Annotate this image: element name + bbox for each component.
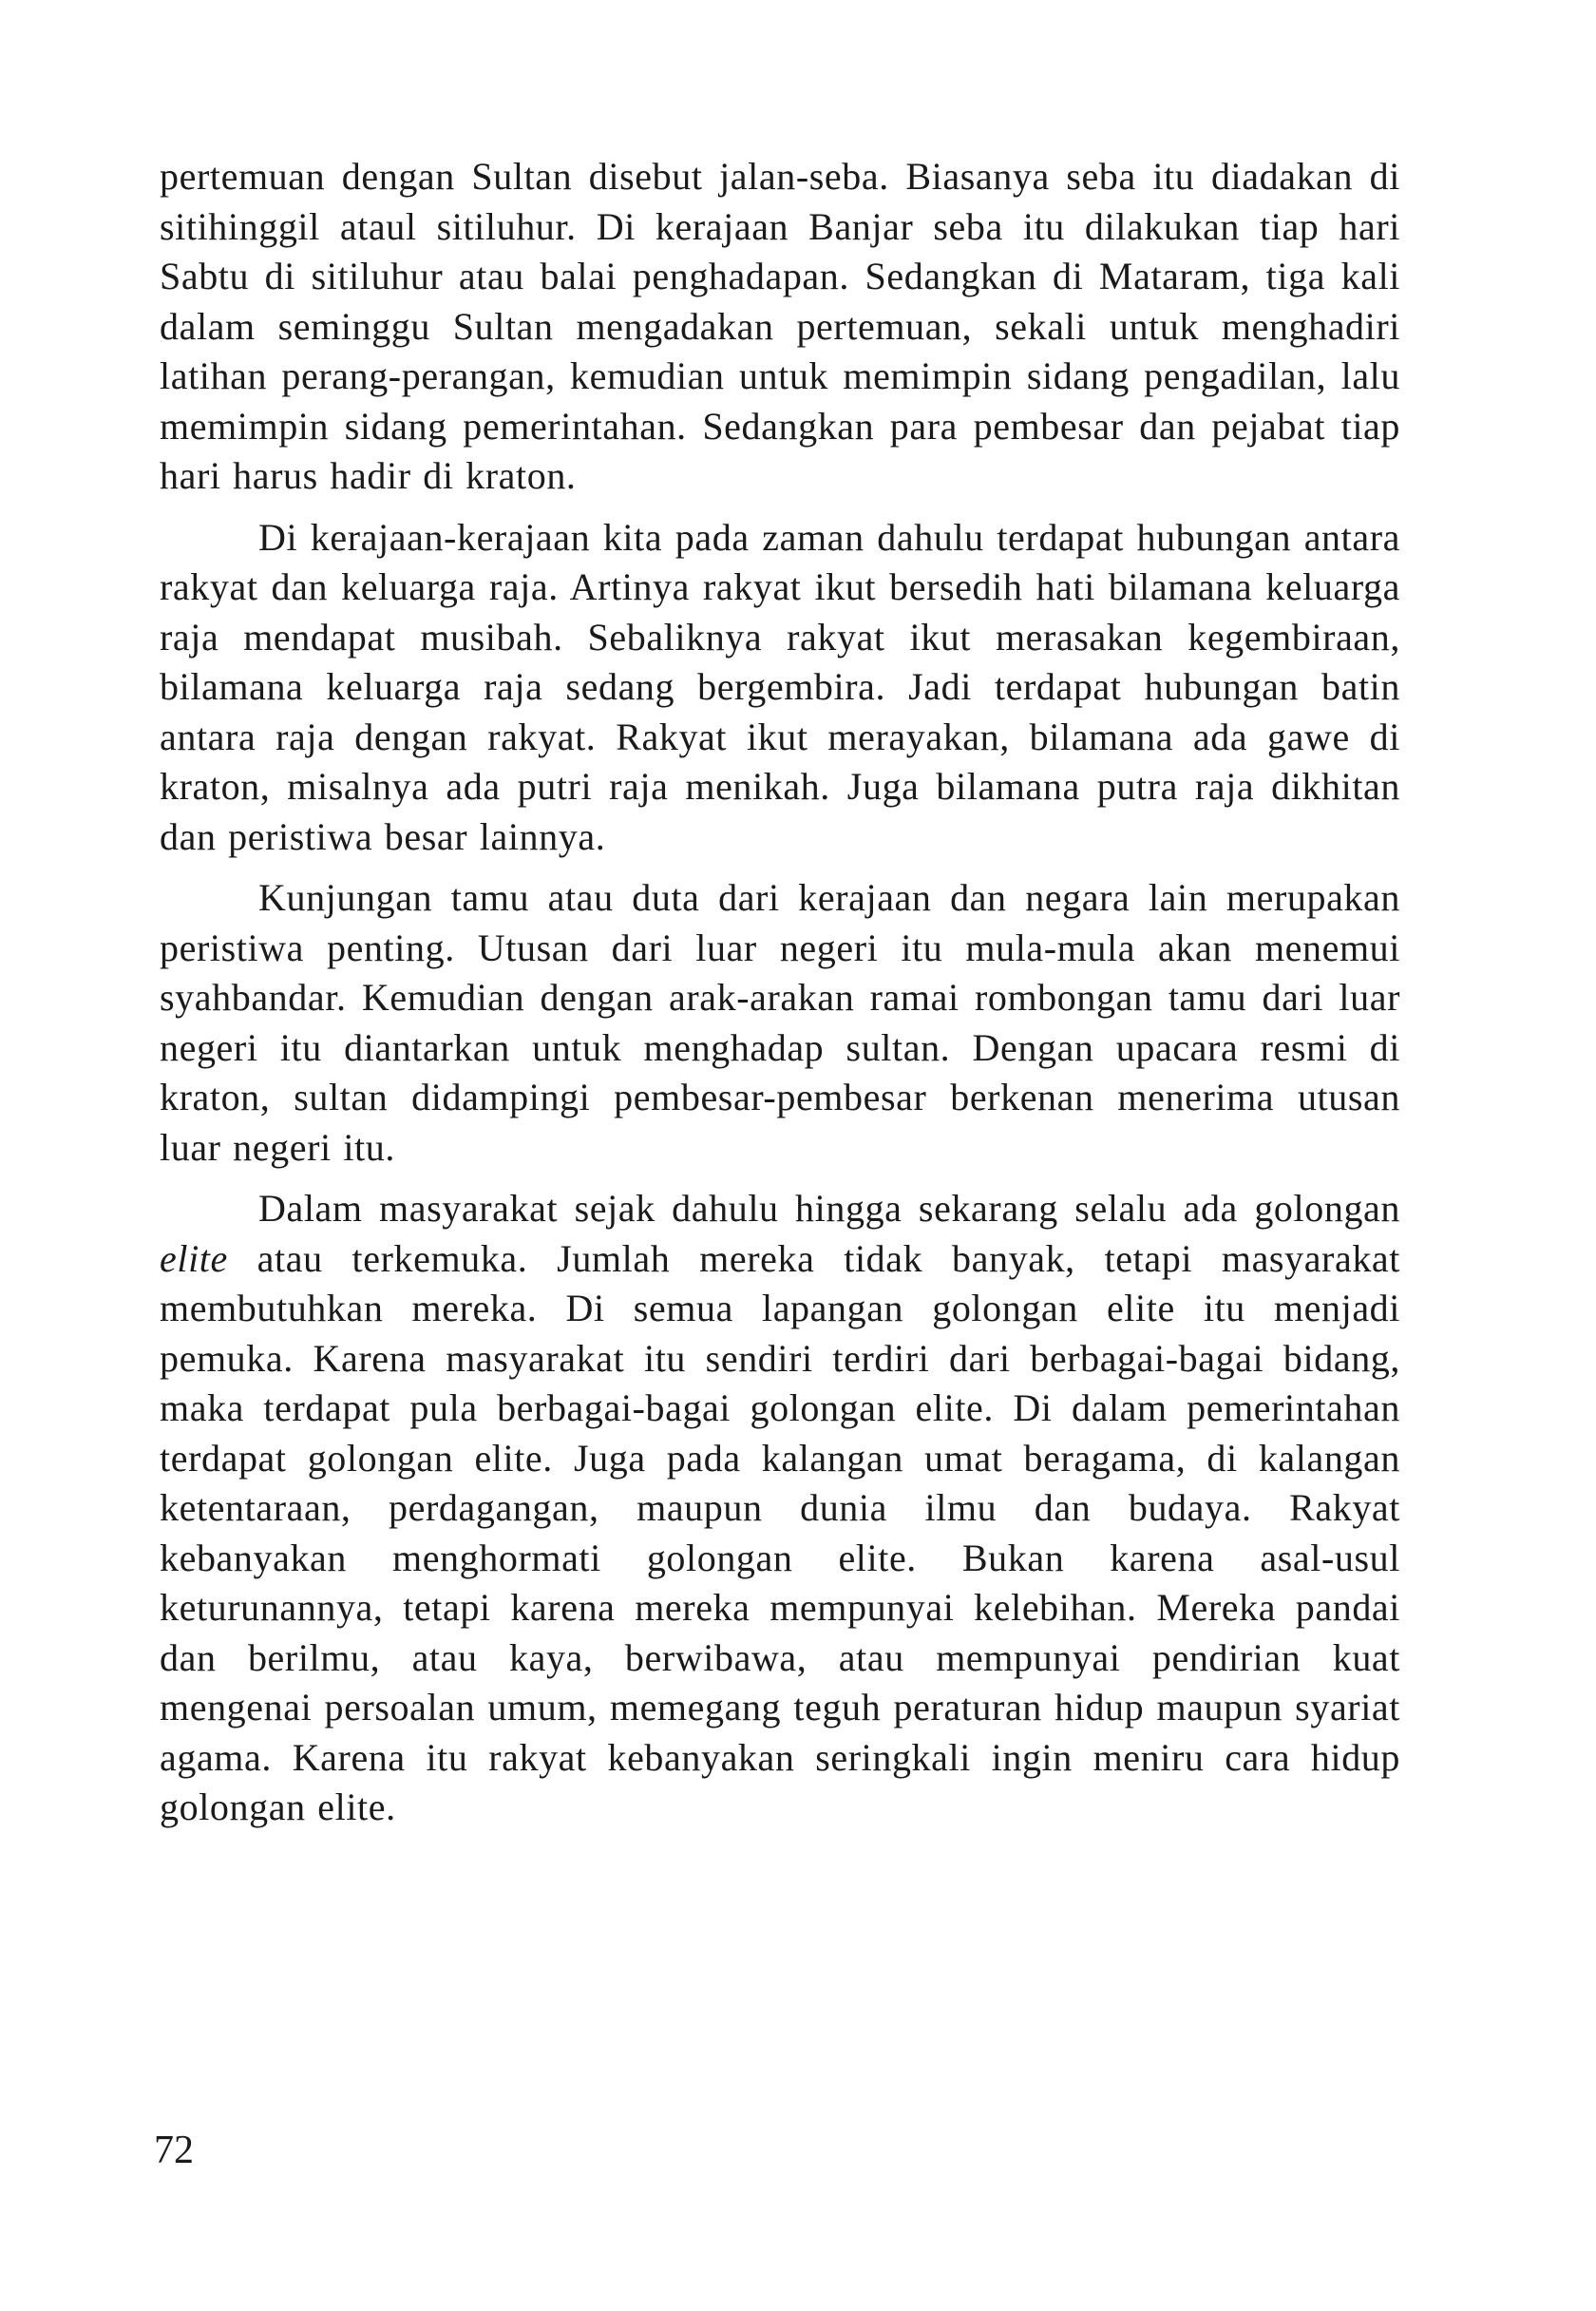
paragraph-foreign-envoys: Kunjungan tamu atau duta dari kerajaan dan negara lain merupakan peristiwa penting. Utusan dari luar negeri itu mula-mula akan menemui syahbandar. Kemudian dengan arak-arakan ramai rombongan tamu dari luar negeri itu diantarkan untuk menghadap sultan. Dengan upacara resmi di kraton, sultan didampingi pembesar-pembesar berkenan menerima utusan luar negeri itu. bbox=[160, 876, 1400, 1169]
paragraph-elite bbox=[160, 1184, 1400, 1833]
paragraph-elite-text-start: Dalam masyarakat sejak dahulu hingga sekarang selalu ada golongan bbox=[258, 1187, 1400, 1230]
body-text bbox=[160, 152, 1400, 1844]
paragraph-elite-italic-term: elite bbox=[160, 1236, 228, 1280]
paragraph-continuation: pertemuan dengan Sultan disebut jalan-seba. Biasanya seba itu diadakan di sitihinggil ataul sitiluhur. Di kerajaan Banjar seba itu dilakukan tiap hari Sabtu di sitiluhur atau balai penghadapan. Sedangkan di Mataram, tiga kali dalam seminggu Sultan mengadakan pertemuan, sekali untuk menghadiri latihan perang-perangan, kemudian untuk memimpin sidang pengadilan, lalu memimpin sidang pemerintahan. Sedangkan para pembesar dan pejabat tiap hari harus hadir di kraton. bbox=[160, 155, 1400, 497]
paragraph-elite-text-end: atau terkemuka. Jumlah mereka tidak banyak, tetapi masyarakat membutuhkan mereka. Di semua lapangan golongan elite itu menjadi pemuka. Karena masyarakat itu sendiri terdiri dari berbagai-bagai bidang, maka terdapat pula berbagai-bagai golongan elite. Di dalam pemerintahan terdapat golongan elite. Juga pada kalangan umat beragama, di kalangan ketentaraan, perdagangan, maupun dunia ilmu dan budaya. Rakyat kebanyakan menghormati golongan elite. Bukan karena asal-usul keturunannya, tetapi karena mereka mempunyai kelebihan. Mereka pandai dan berilmu, atau kaya, berwibawa, atau mempunyai pendirian kuat mengenai persoalan umum, memegang teguh peraturan hidup maupun syariat agama. Karena itu rakyat kebanyakan seringkali ingin meniru cara hidup golongan elite. bbox=[160, 1236, 1400, 1828]
paragraph-royal-relations: Di kerajaan-kerajaan kita pada zaman dahulu terdapat hubungan antara rakyat dan keluarga raja. Artinya rakyat ikut bersedih hati bilamana keluarga raja mendapat musibah. Sebaliknya rakyat ikut merasakan kegembiraan, bilamana keluarga raja sedang bergembira. Jadi terdapat hubungan batin antara raja dengan rakyat. Rakyat ikut merayakan, bilamana ada gawe di kraton, misalnya ada putri raja menikah. Juga bilamana putra raja dikhitan dan peristiwa besar lainnya. bbox=[160, 515, 1400, 858]
page-number: 72 bbox=[154, 2129, 194, 2172]
